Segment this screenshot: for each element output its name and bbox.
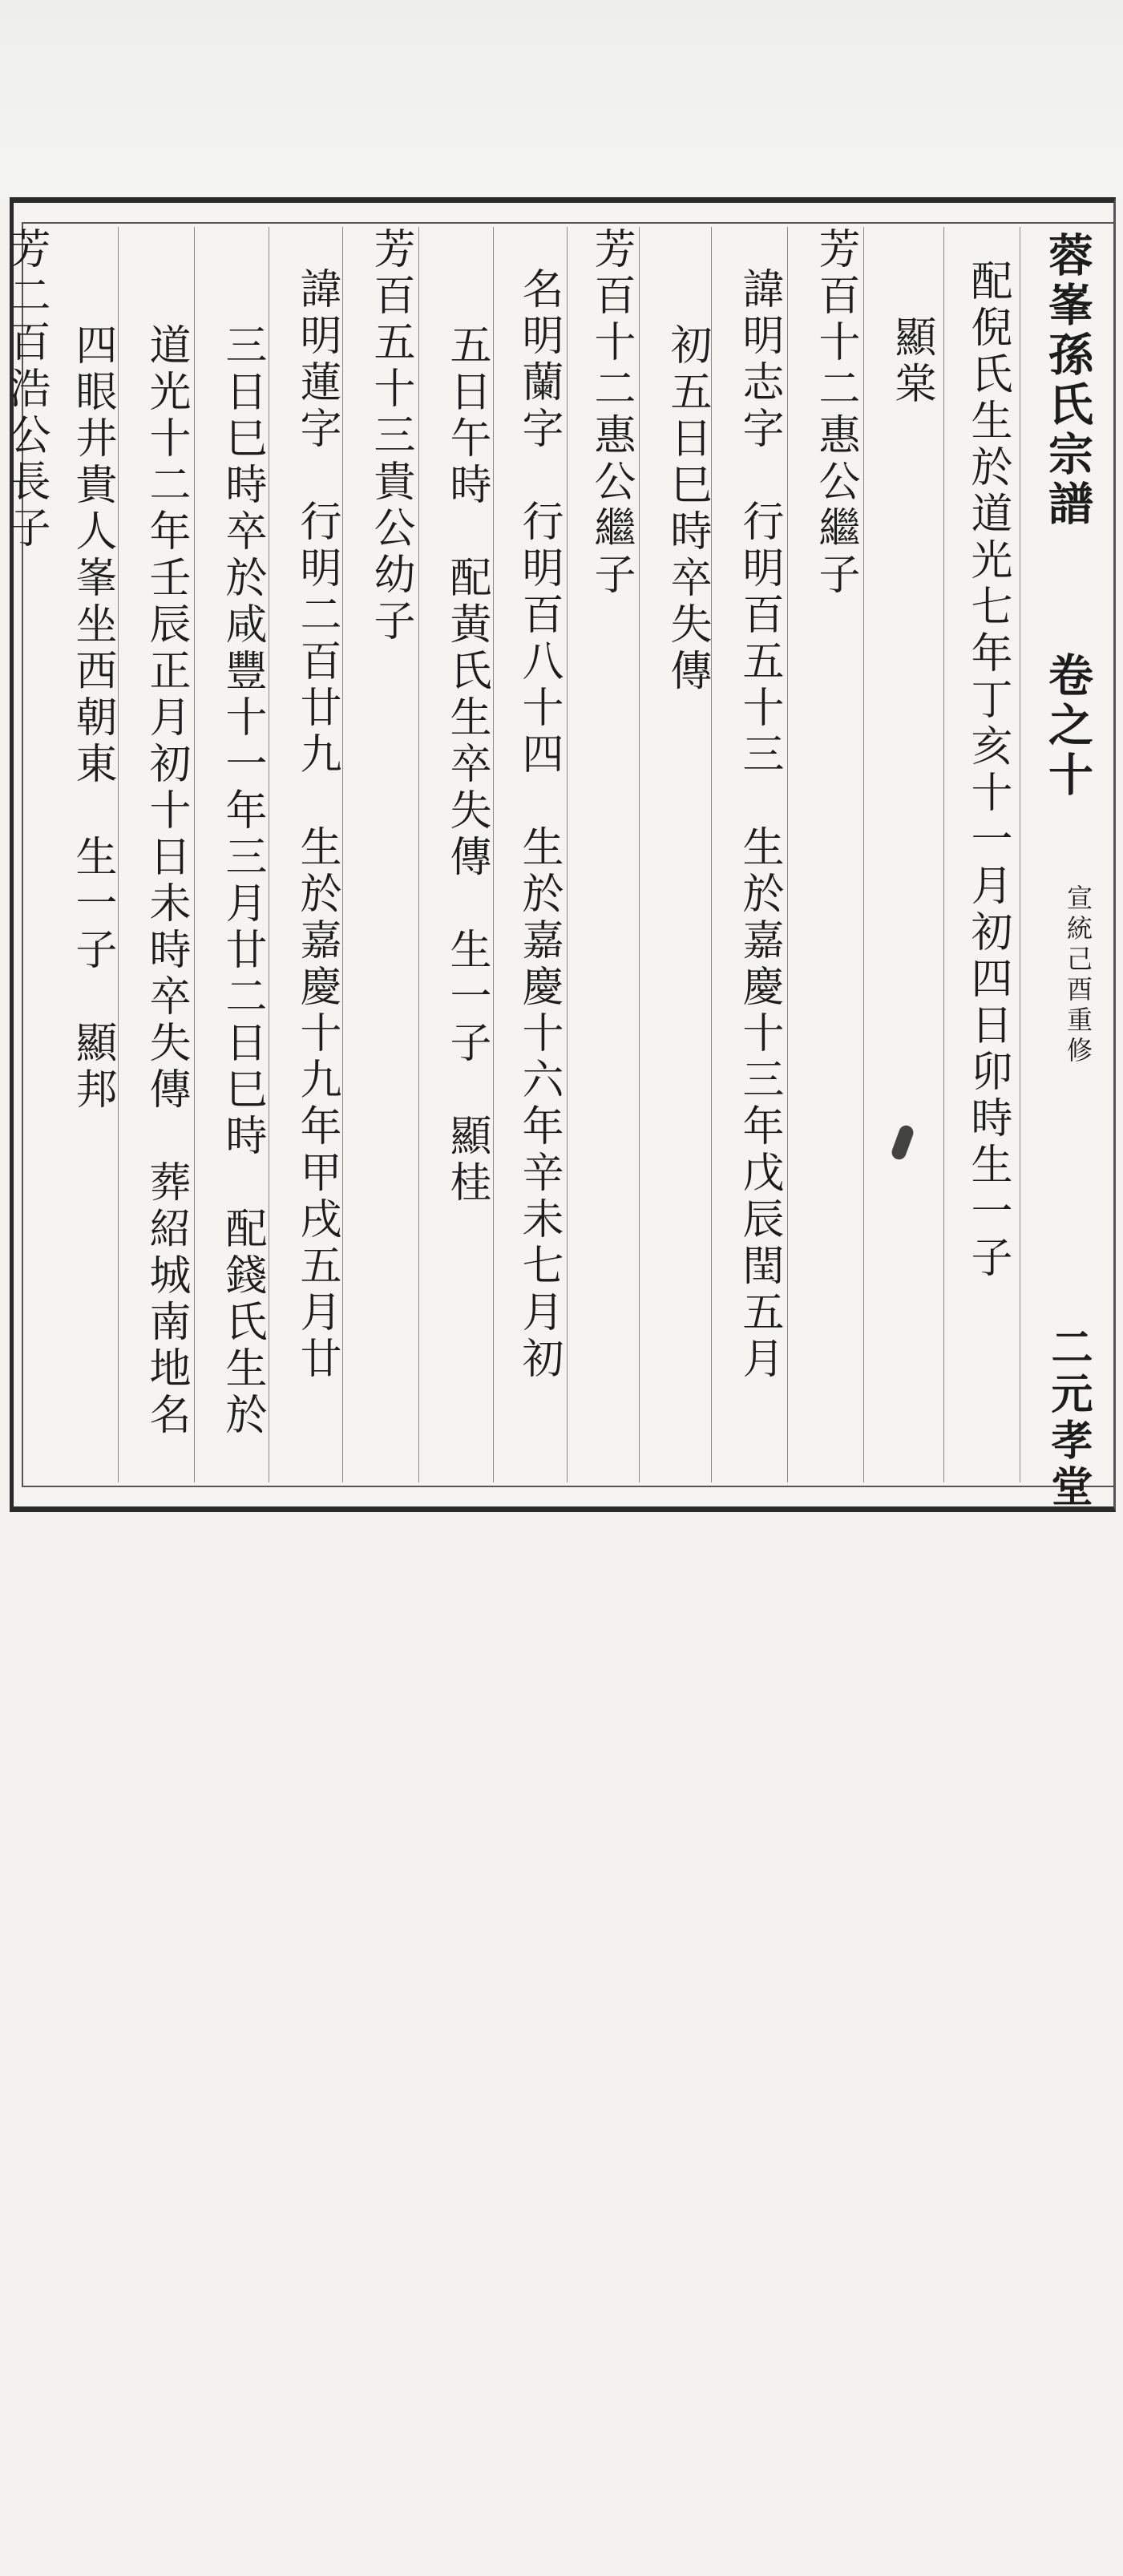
text-column: 芳百十二惠公繼子 (587, 227, 635, 599)
genealogy-page (2, 197, 1116, 1512)
volume-label: 卷之十 (1041, 652, 1094, 801)
text-column: 顯棠 (887, 315, 935, 408)
column-rule (943, 227, 944, 1482)
text-column: 芳百五十三貴公幼子 (366, 227, 414, 645)
text-column: 名明蘭字 行明百八十四 生於嘉慶十六年辛未七月初 (515, 267, 563, 1383)
text-column: 芳百十二惠公繼子 (811, 227, 859, 599)
hall-name: 二元孝堂 (1044, 1325, 1093, 1511)
text-column: 初五日巳時卒失傳 (663, 323, 711, 695)
text-column: 道光十二年壬辰正月初十日未時卒失傳 葬紹城南地名 (142, 323, 190, 1439)
text-column: 五日午時 配黃氏生卒失傳 生一子 顯桂 (442, 323, 491, 1207)
text-column: 配倪氏生於道光七年丁亥十一月初四日卯時生一子 (963, 259, 1012, 1282)
edition-note: 宣統己酉重修 (1063, 884, 1093, 1067)
top-page-margin (0, 0, 1123, 196)
text-column: 三日巳時卒於咸豐十一年三月廿二日巳時 配錢氏生於 (218, 323, 266, 1439)
text-column: 四眼井貴人峯坐西朝東 生一子 顯邦 (68, 323, 116, 1114)
book-title: 蓉峯孫氏宗譜 (1041, 232, 1094, 530)
text-column: 諱明志字 行明百五十三 生於嘉慶十三年戊辰閏五月 (735, 267, 783, 1383)
text-column: 芳二百浩公長子 (2, 227, 50, 552)
text-column: 諱明蓮字 行明二百廿九 生於嘉慶十九年甲戌五月廿 (293, 267, 341, 1383)
